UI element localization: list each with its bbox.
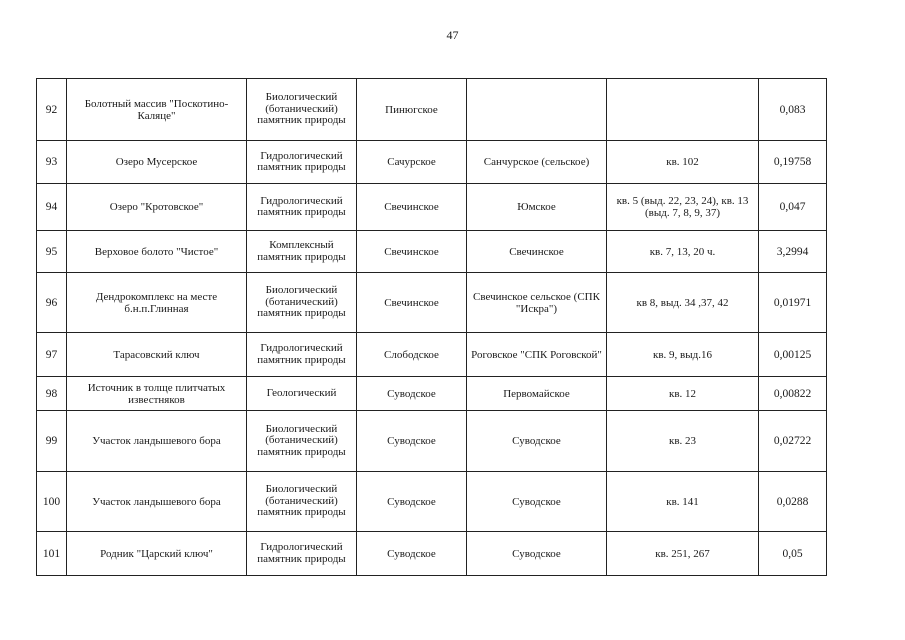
table-row	[37, 141, 827, 184]
area: 0,0288	[759, 472, 827, 532]
settlement: Свечинское	[357, 231, 467, 273]
area: 0,00125	[759, 333, 827, 377]
settlement: Свечинское	[357, 273, 467, 333]
table-row	[37, 532, 827, 576]
settlement: Суводское	[357, 532, 467, 576]
row-number: 101	[37, 532, 67, 576]
monument-type: Гидрологический памятник природы	[247, 333, 357, 377]
area: 3,2994	[759, 231, 827, 273]
table-row	[37, 411, 827, 472]
owner: Суводское	[467, 411, 607, 472]
owner: Суводское	[467, 472, 607, 532]
table-row	[37, 273, 827, 333]
location: кв. 9, выд.16	[607, 333, 759, 377]
owner: Суводское	[467, 532, 607, 576]
row-number: 92	[37, 79, 67, 141]
monument-type: Биологический (ботанический) памятник природы	[247, 79, 357, 141]
area: 0,047	[759, 184, 827, 231]
location: кв. 23	[607, 411, 759, 472]
owner: Первомайское	[467, 377, 607, 411]
monument-name: Озеро "Кротовское"	[67, 184, 247, 231]
table-row	[37, 231, 827, 273]
monument-type: Гидрологический памятник природы	[247, 141, 357, 184]
location	[607, 79, 759, 141]
owner: Свечинское сельское (СПК "Искра")	[467, 273, 607, 333]
monument-name: Верховое болото "Чистое"	[67, 231, 247, 273]
monument-name: Источник в толще плитчатых известняков	[67, 377, 247, 411]
monument-type: Гидрологический памятник природы	[247, 184, 357, 231]
natural-monuments-table	[36, 78, 827, 576]
settlement: Сачурское	[357, 141, 467, 184]
monument-name: Озеро Мусерское	[67, 141, 247, 184]
monument-name: Участок ландышевого бора	[67, 411, 247, 472]
row-number: 98	[37, 377, 67, 411]
owner	[467, 79, 607, 141]
row-number: 99	[37, 411, 67, 472]
monument-name: Родник "Царский ключ"	[67, 532, 247, 576]
area: 0,00822	[759, 377, 827, 411]
row-number: 94	[37, 184, 67, 231]
area: 0,05	[759, 532, 827, 576]
monument-type: Биологический (ботанический) памятник природы	[247, 472, 357, 532]
row-number: 97	[37, 333, 67, 377]
area: 0,02722	[759, 411, 827, 472]
monument-type: Гидрологический памятник природы	[247, 532, 357, 576]
monument-name: Дендрокомплекс на месте б.н.п.Глинная	[67, 273, 247, 333]
table-row	[37, 472, 827, 532]
table-row	[37, 79, 827, 141]
page-number: 47	[446, 28, 459, 42]
settlement: Слободское	[357, 333, 467, 377]
settlement: Пинюгское	[357, 79, 467, 141]
owner: Свечинское	[467, 231, 607, 273]
location: кв 8, выд. 34 ,37, 42	[607, 273, 759, 333]
area: 0,01971	[759, 273, 827, 333]
table-row	[37, 377, 827, 411]
location: кв. 7, 13, 20 ч.	[607, 231, 759, 273]
settlement: Суводское	[357, 377, 467, 411]
location: кв. 251, 267	[607, 532, 759, 576]
owner: Роговское "СПК Роговской"	[467, 333, 607, 377]
row-number: 100	[37, 472, 67, 532]
row-number: 96	[37, 273, 67, 333]
settlement: Суводское	[357, 472, 467, 532]
monument-type: Комплексный памятник природы	[247, 231, 357, 273]
monument-name: Участок ландышевого бора	[67, 472, 247, 532]
area: 0,083	[759, 79, 827, 141]
owner: Юмское	[467, 184, 607, 231]
area: 0,19758	[759, 141, 827, 184]
monument-name: Тарасовский ключ	[67, 333, 247, 377]
monument-name: Болотный массив "Поскотино-Каляце"	[67, 79, 247, 141]
monument-type: Биологический (ботанический) памятник природы	[247, 273, 357, 333]
owner: Санчурское (сельское)	[467, 141, 607, 184]
location: кв. 5 (выд. 22, 23, 24), кв. 13 (выд. 7, 8, 9, 37)	[607, 184, 759, 231]
row-number: 95	[37, 231, 67, 273]
location: кв. 102	[607, 141, 759, 184]
location: кв. 141	[607, 472, 759, 532]
location: кв. 12	[607, 377, 759, 411]
monument-type: Геологический	[247, 377, 357, 411]
table-row	[37, 184, 827, 231]
settlement: Суводское	[357, 411, 467, 472]
table-row	[37, 333, 827, 377]
row-number: 93	[37, 141, 67, 184]
settlement: Свечинское	[357, 184, 467, 231]
monument-type: Биологический (ботанический) памятник природы	[247, 411, 357, 472]
